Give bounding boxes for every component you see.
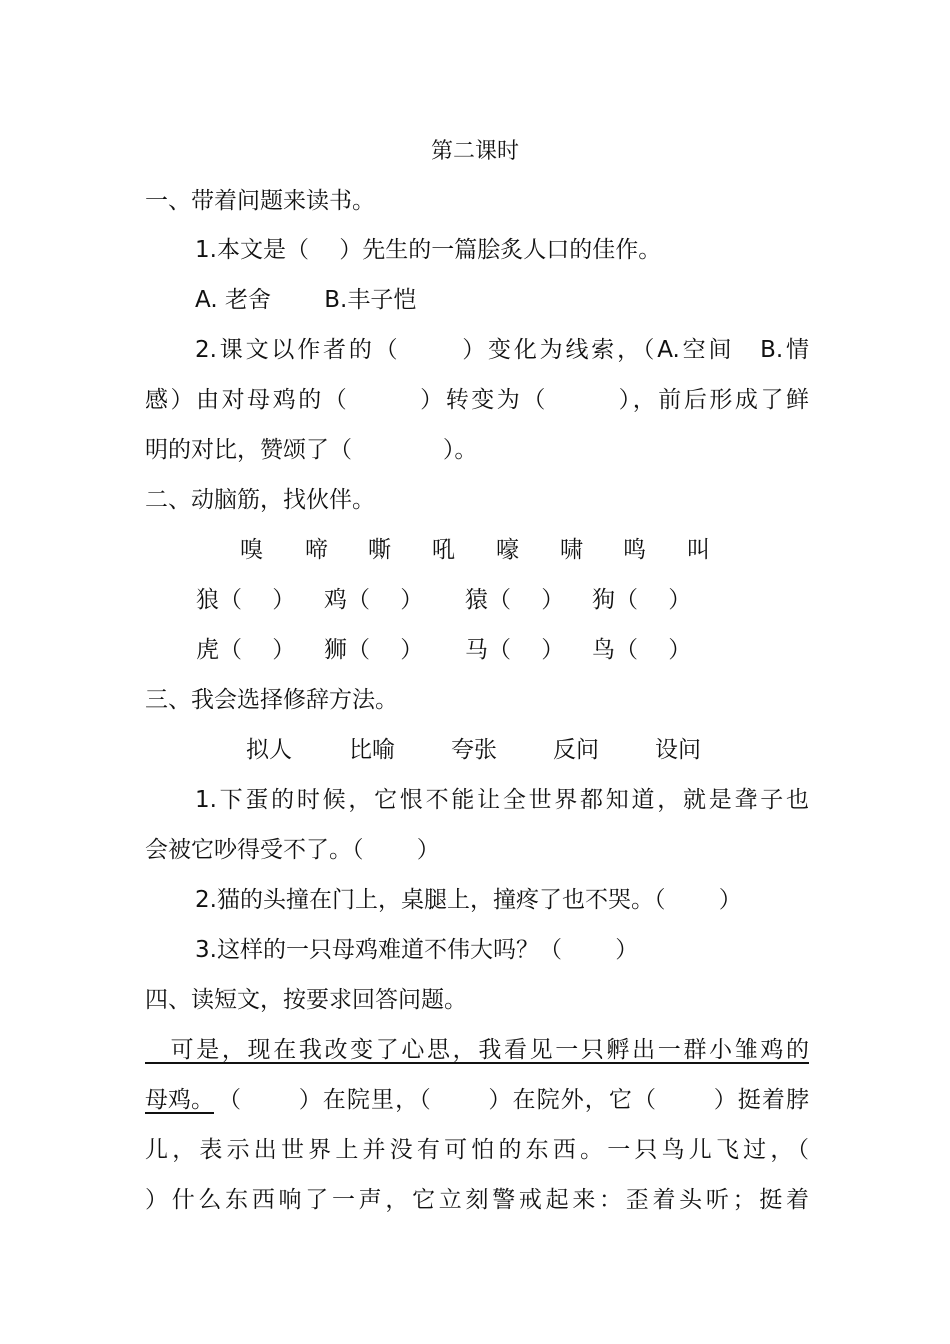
animal-blank: 狼（ ） xyxy=(196,587,296,613)
section1-question-1: 1.本文是（ ）先生的一篇脍炙人口的佳作。 xyxy=(195,237,662,263)
animal-blank: 马（ ） xyxy=(465,637,565,663)
rhetoric-option: 比喻 xyxy=(349,737,395,763)
section2-heading: 二、动脑筋，找伙伴。 xyxy=(145,487,375,513)
sound-word: 叫 xyxy=(687,537,710,563)
section3-question-1-line-2: 会被它吵得受不了。（ ） xyxy=(145,837,440,863)
passage-underlined-text: 母鸡。 xyxy=(145,1087,214,1113)
section1-question-2-line-3: 明的对比，赞颂了（ ）。 xyxy=(145,437,478,463)
passage-line-2 xyxy=(145,1085,809,1115)
section1-question-2-line-1: 2.课文以作者的（ ）变化为线索，（A.空间 B.情 xyxy=(195,337,809,363)
sound-word: 啸 xyxy=(560,537,583,563)
sound-word: 吼 xyxy=(432,537,455,563)
page-title: 第二课时 xyxy=(430,139,519,164)
section3-question-3: 3.这样的一只母鸡难道不伟大吗？（ ） xyxy=(195,937,639,963)
section1-heading: 一、带着问题来读书。 xyxy=(145,188,375,214)
sound-word: 鸣 xyxy=(623,537,646,563)
sound-word: 啼 xyxy=(305,537,328,563)
passage-line-4: ）什么东西响了一声，它立刻警戒起来：歪着头听；挺着 xyxy=(145,1187,809,1213)
animal-blank: 鸟（ ） xyxy=(592,637,692,663)
section3-question-1-line-1: 1.下蛋的时候，它恨不能让全世界都知道，就是聋子也 xyxy=(195,787,809,813)
animal-blank: 狮（ ） xyxy=(324,637,424,663)
section4-heading: 四、读短文，按要求回答问题。 xyxy=(145,987,467,1013)
sound-word: 嚎 xyxy=(496,537,519,563)
sound-word: 嘶 xyxy=(368,537,391,563)
rhetoric-options-row xyxy=(0,735,950,765)
rhetoric-option: 反问 xyxy=(553,737,599,763)
animal-blank: 猿（ ） xyxy=(465,587,565,613)
rhetoric-option: 夸张 xyxy=(451,737,497,763)
passage-line-3: 儿，表示出世界上并没有可怕的东西。一只鸟儿飞过，（ xyxy=(145,1137,809,1163)
passage-line-1: 可是，现在我改变了心思，我看见一只孵出一群小雏鸡的 xyxy=(145,1037,809,1063)
passage-line-2-rest: （ ）在院里，（ ）在院外，它（ ）挺着脖 xyxy=(218,1087,809,1113)
section3-question-2: 2.猫的头撞在门上，桌腿上，撞疼了也不哭。（ ） xyxy=(195,887,742,913)
section3-heading: 三、我会选择修辞方法。 xyxy=(145,687,398,713)
sound-words-row xyxy=(0,535,950,565)
rhetoric-option: 设问 xyxy=(655,737,701,763)
animal-row-1 xyxy=(0,585,950,615)
animal-blank: 狗（ ） xyxy=(592,587,692,613)
animal-blank: 虎（ ） xyxy=(196,637,296,663)
rhetoric-option: 拟人 xyxy=(246,737,292,763)
section1-question-2-line-2: 感）由对母鸡的（ ）转变为（ ），前后形成了鲜 xyxy=(145,387,809,413)
section1-question-1-options: A. 老舍 B.丰子恺 xyxy=(195,287,417,313)
animal-row-2 xyxy=(0,635,950,665)
sound-word: 嗅 xyxy=(240,537,263,563)
animal-blank: 鸡（ ） xyxy=(324,587,424,613)
